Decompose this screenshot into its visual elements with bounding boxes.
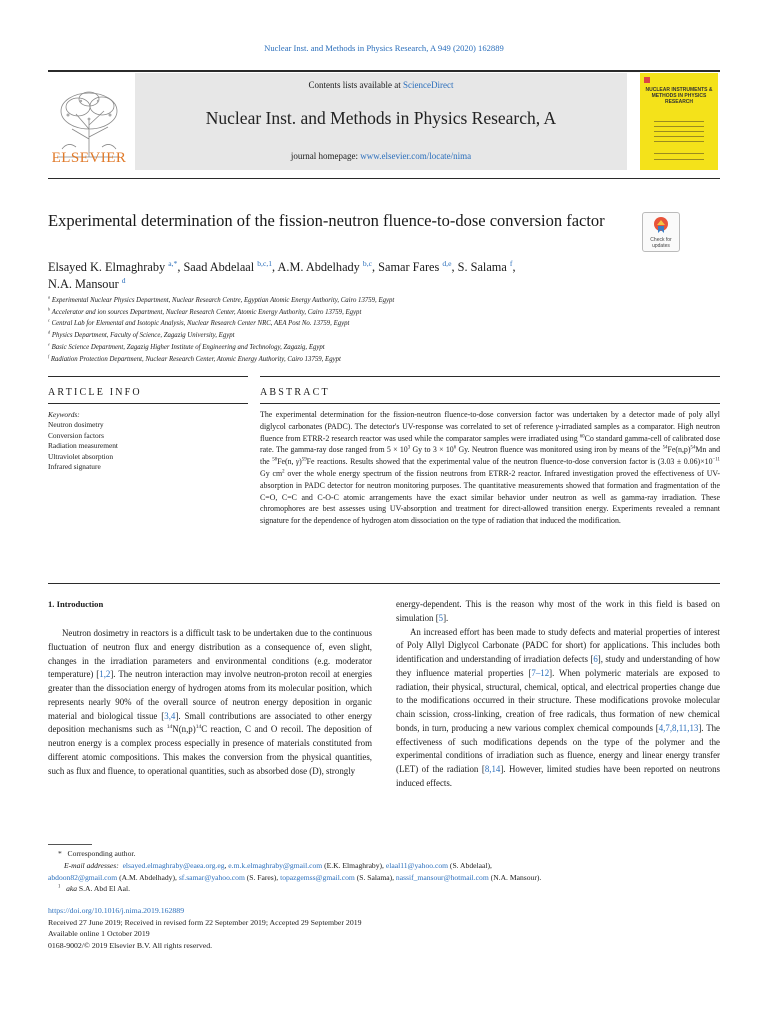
keyword: Ultraviolet absorption xyxy=(48,451,114,461)
email-link[interactable]: abdoon82@gmail.com xyxy=(48,872,118,882)
article-info-heading: ARTICLE INFO xyxy=(48,387,142,398)
author[interactable]: S. Salama $^f$ xyxy=(457,258,513,274)
header-rule-bottom xyxy=(48,178,720,179)
abstract-rule xyxy=(260,376,720,377)
citation-link[interactable]: 6 xyxy=(593,654,598,664)
cover-text-line xyxy=(654,141,704,142)
author[interactable]: Samar Fares $^{d,e}$ xyxy=(378,258,452,274)
section-heading-introduction: 1. Introduction xyxy=(48,599,104,609)
affiliation: $^e$ Basic Science Department, Zagazig Higher Institute of Engineering and Technology, Zagazig, Egypt xyxy=(48,341,325,351)
cover-text-line xyxy=(654,153,704,154)
keyword: Neutron dosimetry xyxy=(48,420,104,430)
contents-prefix: Contents lists available at xyxy=(308,80,403,90)
elsevier-wordmark: ELSEVIER xyxy=(51,150,127,166)
cover-text-line xyxy=(654,136,704,137)
email-link[interactable]: topazgemss@gmail.com xyxy=(280,872,355,882)
author[interactable]: Saad Abdelaal $^{b,c,1}$ xyxy=(183,258,273,274)
citation-link[interactable]: 4,7,8,11,13 xyxy=(658,722,699,733)
keyword: Radiation measurement xyxy=(48,441,118,451)
affiliation: $^f$ Radiation Protection Department, Nuclear Research Center, Atomic Energy Authority, Cairo 13759, Egypt xyxy=(48,353,341,363)
affiliation: $^d$ Physics Department, Faculty of Science, Zagazig University, Egypt xyxy=(48,329,235,340)
email-line: abdoon82@gmail.com (A.M. Abdelhady), sf.samar@yahoo.com (S. Fares), topazgemss@gmail.com (S. Salama), nassif_mansour@hotmail.com (N.A. Mansour). xyxy=(48,872,542,882)
abstract-text: The experimental determination for the fission-neutron fluence-to-dose conversion factor was undertaken by a detector made of poly allyl diglycol carbonates (PADC). The detector's UV-response was correlated to set of reference γ-irradiated samples as a comparator. High neutron fluence from ETRR-2 research reactor was used while the comparator samples were irradiated using $^{60}$Co standard gamma-cell of calibrated dose rate. The gamma-ray dose ranged from $5 \times 10^3$ Gy to $3 \times 10^6$ Gy. Neutron fluence was monitored using iron by means of the $^{54}Fe(n,p)^{54}Mn$ and the $^{58}$Fe(n, γ)$^{59}$Fe reactions. Results showed that the experimental value of the neutron fluence-to-dose conversion factor is $(3.03 \pm 0.06)\times 10^{-11}$ Gy $cm^2$ over the whole energy spectrum of the fission neutrons from ETRR-2 reactor. Infrared investigation proved the effectiveness of UV-absorption in PADC detector for neutron monitoring purposes. The quantitative measurements showed that formation and fragmentation of the C=O, C=C and C-O-C atomic arrangements have the exact similar behavior under neutron as well as gamma-ray irradiation. These chromophores are best assesses using UV-absorption and treatment for direct-allowed transition energy. Experiments revealed a remnant signature for the dependence of hydrogen atom dissociation on the type of radiation that induced the modification. xyxy=(260,410,721,526)
citation-link[interactable]: 3,4 xyxy=(164,710,176,721)
header-rule-top xyxy=(48,70,720,72)
body-column-left xyxy=(48,627,372,778)
citation-link[interactable]: 7–12 xyxy=(531,667,550,678)
footnotes xyxy=(48,848,720,895)
cover-logo-icon xyxy=(644,77,650,83)
email-link[interactable]: elaal11@yahoo.com xyxy=(385,860,449,870)
abstract-rule-b xyxy=(260,403,720,404)
check-for-updates-label: Check for updates xyxy=(650,237,672,249)
email-link[interactable]: sf.samar@yahoo.com xyxy=(178,872,245,882)
author-list: Elsayed K. Elmaghraby $^{a,*}$, Saad Abdelaal $^{b,c,1}$, A.M. Abdelhady $^{b,c}$, Samar Fares $^{d,e}$, S. Salama $^f$, N.A. Mansour $^d$ xyxy=(48,258,516,291)
available-online: Available online 1 October 2019 xyxy=(48,929,150,939)
citation-link[interactable]: 1,2 xyxy=(99,669,111,680)
bookmark-ribbon-icon xyxy=(653,216,669,234)
sciencedirect-link[interactable]: ScienceDirect xyxy=(403,80,454,90)
publication-info xyxy=(48,905,720,952)
abstract-bottom-rule xyxy=(48,583,720,584)
homepage-link[interactable]: www.elsevier.com/locate/nima xyxy=(360,151,472,161)
paragraph: Neutron dosimetry in reactors is a difficult task to be undertaken due to the continuous fluctuation of neutron flux and energy distribution as a consequence of, even slight, changes in the irradiation parameters and environmental conditions (e.g. moderator temperature) [1,2]. The neutron interaction may involve neutron-proton recoil at energies greater than the dissociation energy of hydrogen atoms from its molecular position, which represents nearly 90% of the overall source of neutron energy deposition in organic material and biological tissue [3,4]. Small contributions are associated to other energy deposition mechanisms such as $^{14}N(n,p)^{14}C$ reaction, C and O recoil. The deposition of neutron energy is a complex process especially in presence of materials constituted from different atomic compositions. This makes the conversion from the physical quantities, such as flux and fluence, to operational quantities, such as absorbed dose (D), strongly xyxy=(48,628,373,776)
copyright: 0168-9002/© 2019 Elsevier B.V. All rights reserved. xyxy=(48,941,213,951)
author[interactable]: Elsayed K. Elmaghraby $^{a,*}$ xyxy=(48,258,178,274)
email-link[interactable]: nassif_mansour@hotmail.com xyxy=(395,872,489,882)
cover-text-line xyxy=(654,159,704,160)
cover-text-line xyxy=(654,126,704,127)
check-for-updates-button[interactable] xyxy=(642,212,680,252)
homepage-prefix: journal homepage: xyxy=(290,151,361,161)
article-info-rule xyxy=(48,376,248,377)
citation-link[interactable]: 8,14 xyxy=(484,764,501,774)
article-info-rule-b xyxy=(48,403,248,404)
paragraph: energy-dependent. This is the reason why most of the work in this field is based on simulation [5]. xyxy=(396,599,720,623)
cover-text-line xyxy=(654,131,704,132)
email-link[interactable]: elsayed.elmaghraby@eaea.org.eg xyxy=(122,860,225,870)
corresponding-author-note: * Corresponding author. xyxy=(58,849,136,858)
affiliation: $^c$ Central Lab for Elemental and Isotopic Analysis, Nuclear Research Center NRC, AEA Post No. 13759, Egypt xyxy=(48,318,350,328)
cover-title: NUCLEAR INSTRUMENTS & METHODS IN PHYSICS RESEARCH xyxy=(645,87,713,105)
keywords-label: Keywords: xyxy=(48,410,80,419)
keyword: Infrared signature xyxy=(48,462,101,472)
author[interactable]: N.A. Mansour $^d$ xyxy=(48,275,126,291)
journal-reference[interactable]: Nuclear Inst. and Methods in Physics Research, A 949 (2020) 162889 xyxy=(264,43,504,53)
affiliation: $^a$ Experimental Nuclear Physics Department, Nuclear Research Centre, Egyptian Atomic Energy Authority, Cairo 13759, Egypt xyxy=(48,294,395,304)
received-dates: Received 27 June 2019; Received in revised form 22 September 2019; Accepted 29 September 2019 xyxy=(48,917,362,927)
keywords-block xyxy=(48,410,248,472)
journal-cover-thumbnail[interactable] xyxy=(640,73,718,170)
doi-link[interactable]: https://doi.org/10.1016/j.nima.2019.162889 xyxy=(48,906,185,915)
keyword: Conversion factors xyxy=(48,430,105,440)
author[interactable]: A.M. Abdelhady $^{b,c}$ xyxy=(277,258,373,274)
article-title: Experimental determination of the fission-neutron fluence-to-dose conversion factor xyxy=(48,211,605,230)
email-line: E-mail addresses: elsayed.elmaghraby@eaea.org.eg, e.m.k.elmaghraby@gmail.com (E.K. Elmaghraby), elaal11@yahoo.com (S. Abdelaal), xyxy=(64,860,492,870)
footnote-rule xyxy=(48,844,92,845)
homepage-line xyxy=(135,151,627,161)
affiliation: $^b$ Accelerator and ion sources Department, Nuclear Research Center, Atomic Energy Authority, Cairo 13759, Egypt xyxy=(48,306,362,316)
paragraph: An increased effort has been made to study defects and material properties of interest of Poly Allyl Diglycol Carbonate (PADC for short) for applications. This includes both identification and understanding of irradiation defects [6], study and understanding of how they influence material properties [7–12]. When polymeric materials are exposed to radiation, their physical, structural, chemical, optical, and electrical properties change due to the modifications occurred in their structure. These modifications provoke molecular chain scission, cross-linking, creation of free radicals, thus formation of new chemical bonds, in turn, producing a new various complex chemical compounds [4,7,8,11,13]. The effectiveness of such modifications depends on the type of the polymer and the experimental conditions of irradiation such as fluence, energy and linear energy transfer (LET) of the radiation [8,14]. However, limited studies have been reported on neutrons induced effects. xyxy=(396,626,720,788)
cover-text-line xyxy=(654,121,704,122)
journal-title: Nuclear Inst. and Methods in Physics Research, A xyxy=(205,108,557,128)
abstract-heading: ABSTRACT xyxy=(260,387,330,398)
contents-line xyxy=(135,80,627,90)
affiliation-list xyxy=(48,295,688,365)
email-link[interactable]: e.m.k.elmaghraby@gmail.com xyxy=(228,860,323,870)
body-column-right xyxy=(396,598,720,791)
aka-note: $^1$ aka S.A. Abd El Aal. xyxy=(58,884,130,894)
citation-link[interactable]: 5 xyxy=(438,612,444,623)
